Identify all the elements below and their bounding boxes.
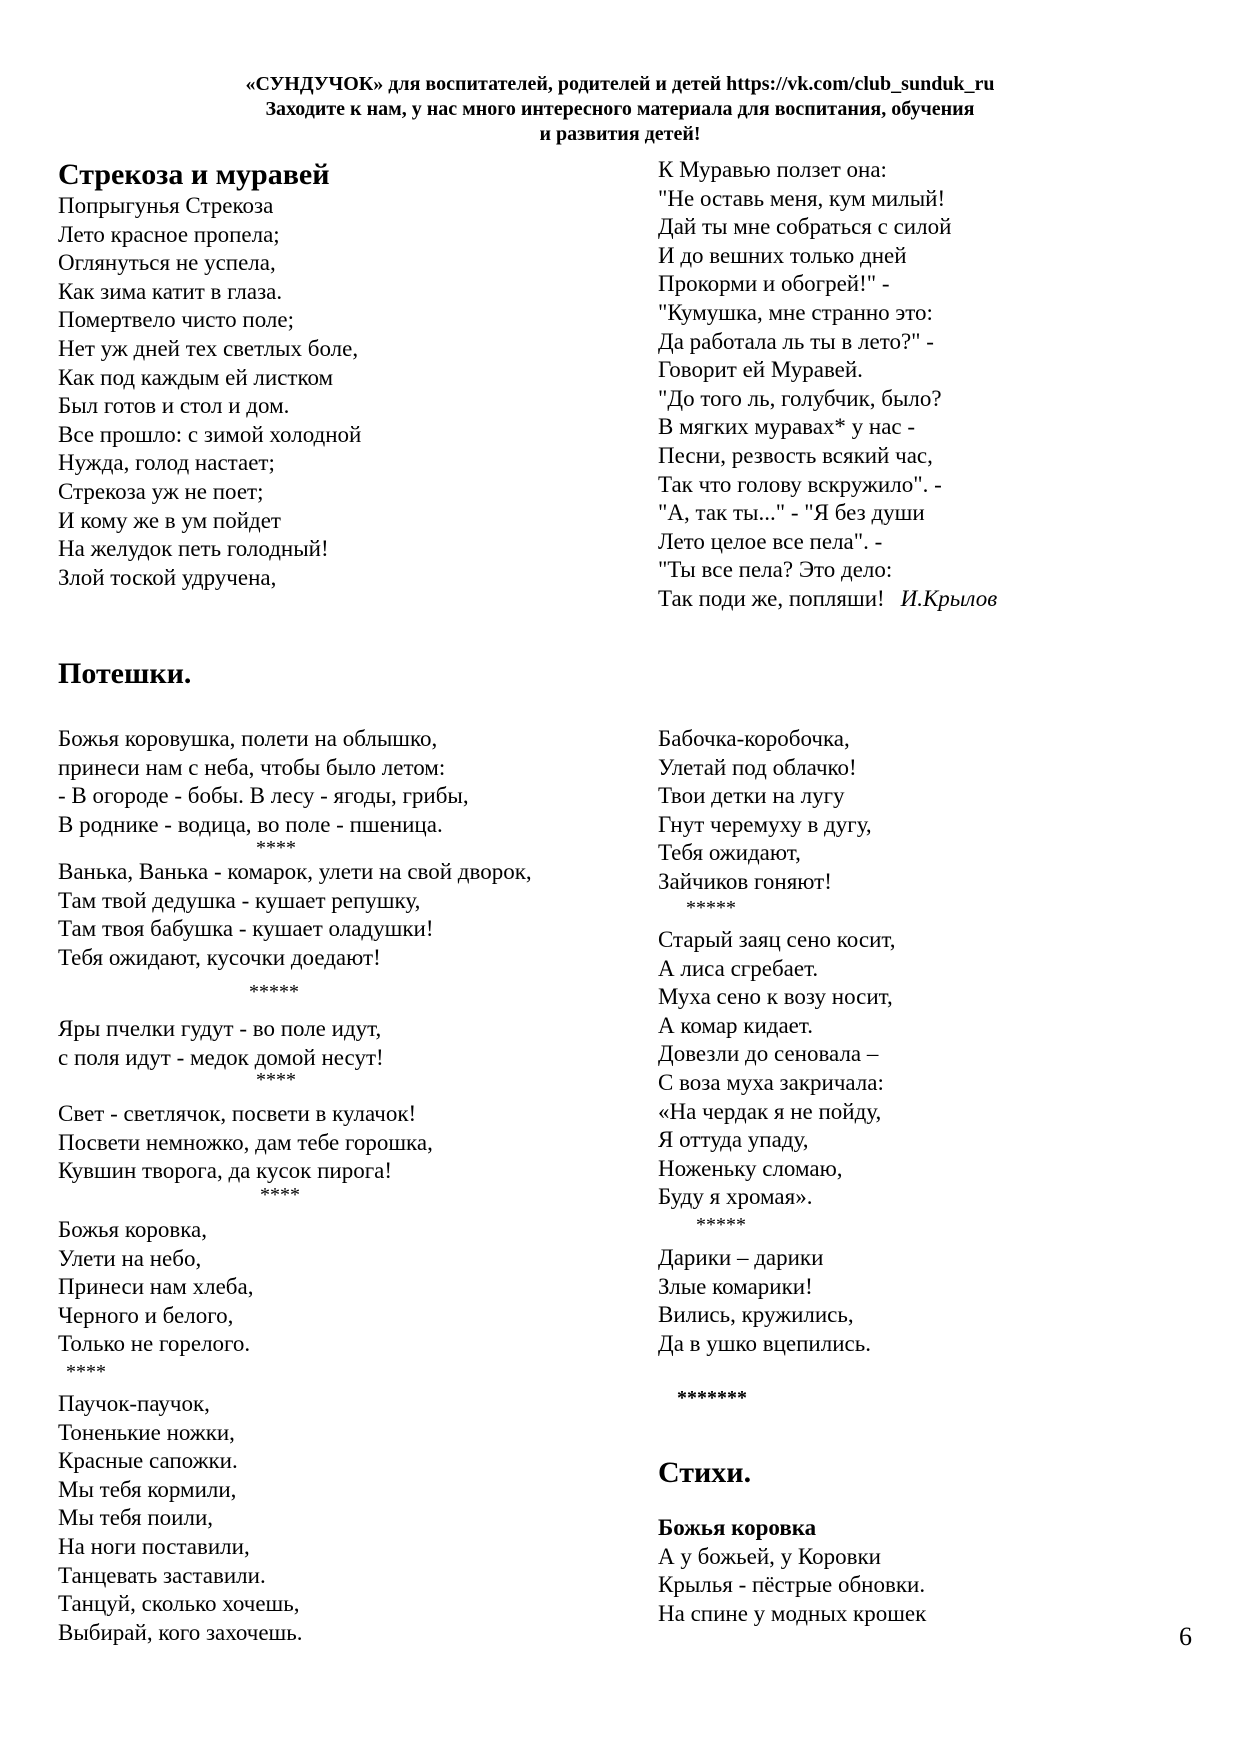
poteshki-left-block-3 xyxy=(58,1015,384,1072)
text-line: Довезли до сеновала – xyxy=(658,1041,879,1067)
header-line-3: и развития детей! xyxy=(539,123,701,145)
text-line: Танцуй, сколько хочешь, xyxy=(58,1591,300,1617)
text-line: Нужда, голод настает; xyxy=(58,450,275,476)
text-line: И кому же в ум пойдет xyxy=(58,507,281,533)
text-line: Злые комарики! xyxy=(658,1273,813,1299)
stikhi-column xyxy=(658,1514,926,1628)
header-line-1: «СУНДУЧОК» для воспитателей, родителей и детей https://vk.com/club_sunduk_ru xyxy=(245,73,995,95)
text-line: Там твоя бабушка - кушает оладушки! xyxy=(58,916,434,942)
last-line-text: Так поди же, попляши! xyxy=(658,585,885,611)
strekoza-last-line xyxy=(658,585,997,614)
text-line: На ноги поставили, xyxy=(58,1533,250,1559)
text-line: Ноженьку сломаю, xyxy=(658,1155,843,1181)
text-line: Паучок-паучок, xyxy=(58,1391,210,1416)
text-line: Как под каждым ей листком xyxy=(58,364,334,390)
separator-stars: ******* xyxy=(677,1387,747,1409)
text-line: Я оттуда упаду, xyxy=(658,1127,809,1153)
text-line: В мягких муравах* у нас - xyxy=(658,414,916,440)
text-line: Красные сапожки. xyxy=(58,1448,238,1474)
poteshki-left-block-5 xyxy=(58,1216,253,1359)
separator-stars: **** xyxy=(256,837,296,859)
text-line: Оглянуться не успела, xyxy=(58,250,276,276)
text-line: Принеси нам хлеба, xyxy=(58,1274,254,1300)
poteshki-right-block-1 xyxy=(658,725,872,897)
text-line: Прокорми и обогрей!" - xyxy=(658,271,890,297)
text-line: Дарики – дарики xyxy=(658,1245,824,1270)
separator-stars: ***** xyxy=(686,897,736,919)
text-line: А у божьей, у Коровки xyxy=(658,1543,881,1569)
text-line: Божья коровка, xyxy=(58,1217,207,1242)
poteshki-right-block-2 xyxy=(658,926,895,1212)
poteshki-left-block-6 xyxy=(58,1390,303,1647)
text-line: - В огороде - бобы. В лесу - ягоды, грибы, xyxy=(58,783,469,809)
text-line: Яры пчелки гудут - во поле идут, xyxy=(58,1016,382,1041)
text-line: Мы тебя кормили, xyxy=(58,1476,237,1502)
text-line: С воза муха закричала: xyxy=(658,1069,884,1095)
text-line: "А, так ты..." - "Я без души xyxy=(658,500,925,526)
poteshki-left-block-1 xyxy=(58,725,469,839)
text-line: Попрыгунья Стрекоза xyxy=(58,193,274,218)
text-line: Тебя ожидают, кусочки доедают! xyxy=(58,944,381,970)
text-line: Там твой дедушка - кушает репушку, xyxy=(58,887,421,913)
text-line: "Кумушка, мне странно это: xyxy=(658,299,933,325)
text-line: Говорит ей Муравей. xyxy=(658,357,863,383)
text-line: Нет уж дней тех светлых боле, xyxy=(58,335,359,361)
separator-stars: **** xyxy=(66,1361,106,1383)
text-line: В роднике - водица, во поле - пшеница. xyxy=(58,811,443,837)
text-line: "Не оставь меня, кум милый! xyxy=(658,185,946,211)
text-line: Дай ты мне собраться с силой xyxy=(658,214,952,240)
text-line: Ванька, Ванька - комарок, улети на свой дворок, xyxy=(58,859,532,884)
poteshki-title: Потешки. xyxy=(58,657,192,690)
text-line: Мы тебя поили, xyxy=(58,1505,214,1531)
text-line: Лето красное пропела; xyxy=(58,221,280,247)
text-line: Тебя ожидают, xyxy=(658,840,801,866)
text-line: Бабочка-коробочка, xyxy=(658,726,850,751)
text-line: Зайчиков гоняют! xyxy=(658,868,832,894)
text-line: Да в ушко вцепились. xyxy=(658,1330,871,1356)
text-line: Злой тоской удручена, xyxy=(58,564,277,590)
strekoza-title: Стрекоза и муравей xyxy=(58,158,330,191)
strekoza-left-column xyxy=(58,192,361,592)
text-line: Лето целое все пела". - xyxy=(658,528,883,554)
text-line: Твои детки на лугу xyxy=(658,783,845,809)
text-line: А комар кидает. xyxy=(658,1012,813,1038)
text-line: Стрекоза уж не поет; xyxy=(58,478,264,504)
strekoza-right-column xyxy=(658,156,997,614)
text-line: Вились, кружились, xyxy=(658,1302,854,1328)
text-line: Как зима катит в глаза. xyxy=(58,278,283,304)
text-line: Да работала ль ты в лето?" - xyxy=(658,328,934,354)
header-line-2: Заходите к нам, у нас много интересного материала для воспитания, обучения xyxy=(265,98,975,120)
text-line: На спине у модных крошек xyxy=(658,1600,927,1626)
poem-lines xyxy=(658,1543,926,1629)
text-line: "До того ль, голубчик, было? xyxy=(658,385,942,411)
text-line: А лиса сгребает. xyxy=(658,955,819,981)
text-line: Песни, резвость всякий час, xyxy=(658,442,933,468)
text-line: Божья коровушка, полети на облышко, xyxy=(58,726,438,751)
poteshki-right-block-3 xyxy=(658,1244,871,1358)
text-line: Выбирай, кого захочешь. xyxy=(58,1619,303,1645)
text-line: Крылья - пёстрые обновки. xyxy=(658,1572,926,1598)
text-line: И до вешних только дней xyxy=(658,242,907,268)
poteshki-left-block-2 xyxy=(58,858,532,972)
separator-stars: **** xyxy=(260,1184,300,1206)
text-line: Танцевать заставили. xyxy=(58,1562,266,1588)
text-line: Тоненькие ножки, xyxy=(58,1419,235,1445)
text-line: Улетай под облачко! xyxy=(658,754,857,780)
poem-subtitle: Божья коровка xyxy=(658,1515,817,1540)
text-line: Все прошло: с зимой холодной xyxy=(58,421,362,447)
text-line: Черного и белого, xyxy=(58,1302,234,1328)
text-line: Был готов и стол и дом. xyxy=(58,393,290,419)
text-line: На желудок петь голодный! xyxy=(58,536,329,562)
text-line: Свет - светлячок, посвети в кулачок! xyxy=(58,1101,417,1126)
text-line: Гнут черемуху в дугу, xyxy=(658,811,872,837)
text-line: Только не горелого. xyxy=(58,1331,251,1357)
text-line: Помертвело чисто поле; xyxy=(58,307,295,333)
strekoza-right-lines xyxy=(658,156,997,585)
author: И.Крылов xyxy=(900,585,998,611)
page-number: 6 xyxy=(1179,1622,1192,1651)
site-header xyxy=(0,72,1240,147)
separator-stars: ***** xyxy=(696,1214,746,1236)
text-line: принеси нам с неба, чтобы было летом: xyxy=(58,754,446,780)
text-line: Посвети немножко, дам тебе горошка, xyxy=(58,1129,433,1155)
text-line: Муха сено к возу носит, xyxy=(658,984,893,1010)
text-line: с поля идут - медок домой несут! xyxy=(58,1044,384,1070)
poteshki-left-block-4 xyxy=(58,1100,433,1186)
text-line: Так что голову вскружило". - xyxy=(658,471,942,497)
text-line: Кувшин творога, да кусок пирога! xyxy=(58,1158,393,1184)
separator-stars: **** xyxy=(256,1069,296,1091)
text-line: Улети на небо, xyxy=(58,1245,202,1271)
text-line: "Ты все пела? Это дело: xyxy=(658,557,893,583)
text-line: «На чердак я не пойду, xyxy=(658,1098,882,1124)
stikhi-title: Стихи. xyxy=(658,1456,752,1489)
text-line: Старый заяц сено косит, xyxy=(658,927,896,952)
text-line: Буду я хромая». xyxy=(658,1184,813,1210)
text-line: К Муравью ползет она: xyxy=(658,157,887,182)
separator-stars: ***** xyxy=(249,981,299,1003)
